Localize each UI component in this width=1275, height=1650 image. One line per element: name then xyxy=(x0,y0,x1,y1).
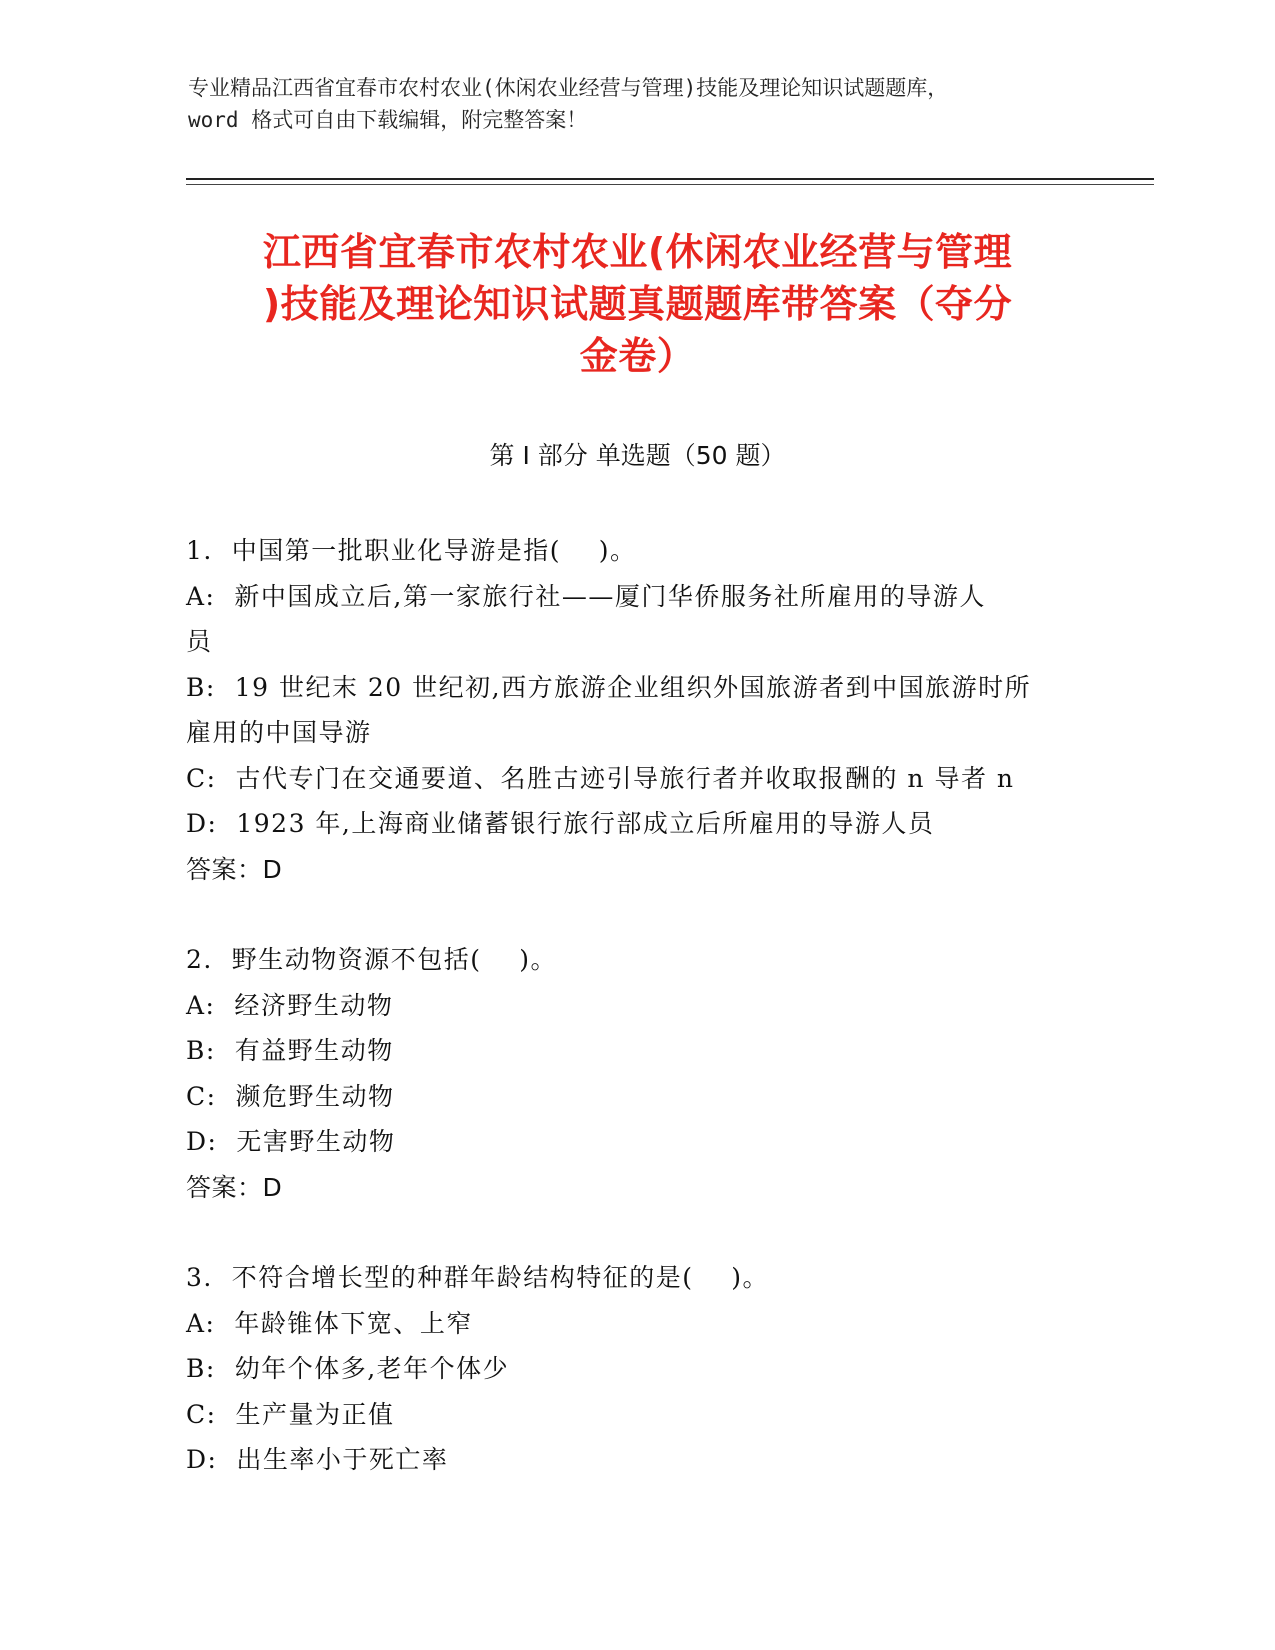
question-gap xyxy=(186,892,1086,937)
header-rule-thick xyxy=(186,178,1154,180)
question-stem: 1. 中国第一批职业化导游是指( )。 xyxy=(186,536,637,565)
option-line: 员 xyxy=(186,627,213,656)
option-line: B: 19 世纪末 20 世纪初,西方旅游企业组织外国旅游者到中国旅游时所 xyxy=(186,672,1032,702)
answer-text: 答案：D xyxy=(186,854,283,884)
title-line-2: )技能及理论知识试题真题题库带答案（夺分 xyxy=(262,282,1013,326)
question-stem: 2. 野生动物资源不包括( )。 xyxy=(186,945,558,974)
section-title: 第 I 部分 单选题（50 题） xyxy=(489,441,786,470)
answer-text: 答案：D xyxy=(186,1172,283,1202)
option-line: 雇用的中国导游 xyxy=(186,718,372,747)
document-title xyxy=(170,226,1105,382)
question-2 xyxy=(186,937,1086,1210)
header-rule-thin xyxy=(186,184,1154,185)
question-stem: 3. 不符合增长型的种群年龄结构特征的是( )。 xyxy=(186,1263,770,1292)
option-line: D: 无害野生动物 xyxy=(186,1127,396,1156)
option-line: D: 1923 年,上海商业储蓄银行旅行部成立后所雇用的导游人员 xyxy=(186,809,935,838)
question-3 xyxy=(186,1255,1086,1483)
title-line-3: 金卷） xyxy=(579,334,696,378)
title-line-1: 江西省宜春市农村农业(休闲农业经营与管理 xyxy=(262,230,1013,274)
option-line: D: 出生率小于死亡率 xyxy=(186,1445,449,1474)
option-line: A: 经济野生动物 xyxy=(186,990,394,1020)
option-line: A: 新中国成立后,第一家旅行社——厦门华侨服务社所雇用的导游人 xyxy=(186,581,986,611)
header-line-1: 专业精品江西省宜春市农村农业(休闲农业经营与管理)技能及理论知识试题题库， xyxy=(188,76,949,100)
option-line: C: 生产量为正值 xyxy=(186,1399,395,1429)
question-list xyxy=(186,528,1086,1483)
option-line: B: 有益野生动物 xyxy=(186,1036,394,1065)
option-line: C: 濒危野生动物 xyxy=(186,1081,395,1111)
option-line: A: 年龄锥体下宽、上窄 xyxy=(186,1308,473,1338)
question-gap xyxy=(186,1210,1086,1255)
header-line-2: word 格式可自由下载编辑，附完整答案！ xyxy=(188,108,588,132)
option-line: B: 幼年个体多,老年个体少 xyxy=(186,1354,510,1383)
option-line: C: 古代专门在交通要道、名胜古迹引导旅行者并收取报酬的 n 导者 n xyxy=(186,763,1015,793)
page-header xyxy=(188,72,1088,136)
question-1 xyxy=(186,528,1086,892)
